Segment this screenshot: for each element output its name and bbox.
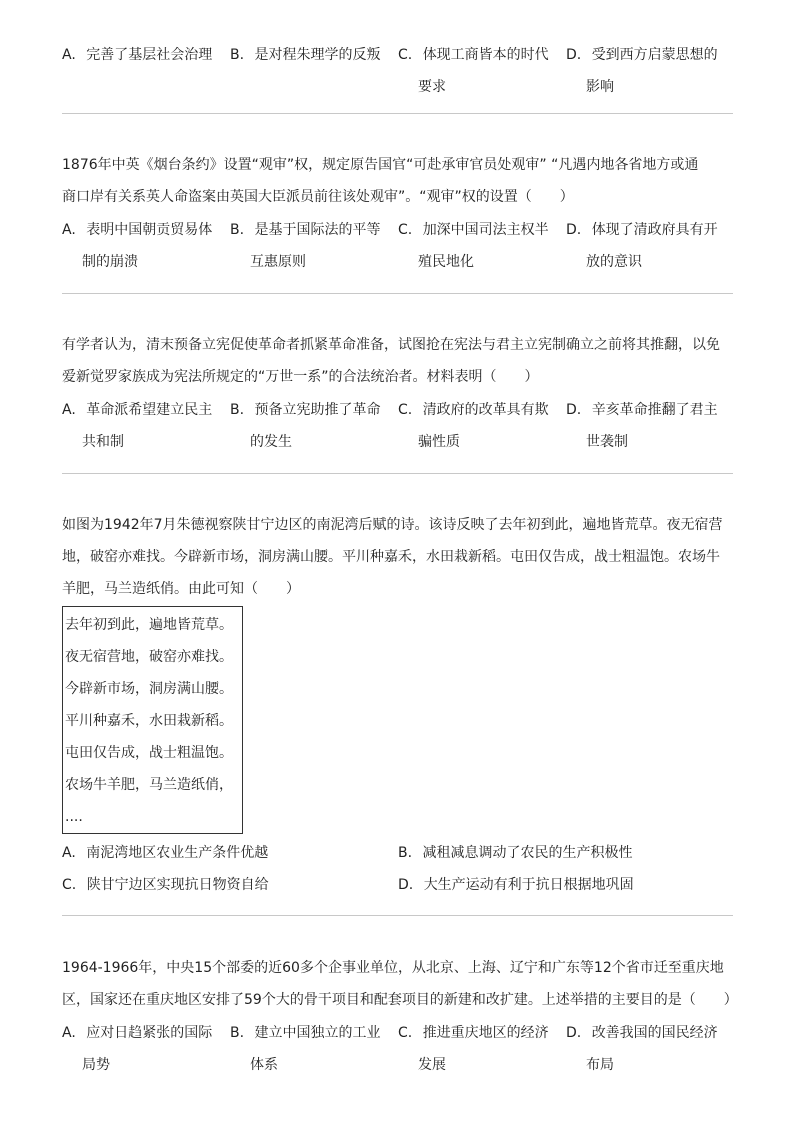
question-divider: [62, 473, 733, 474]
option-letter: D.: [566, 1025, 582, 1041]
option-letter: C.: [62, 877, 77, 893]
option-d[interactable]: [566, 1023, 718, 1043]
option-c-continued: 要求: [418, 79, 446, 95]
question-divider: [62, 915, 733, 916]
option-letter: B.: [398, 845, 413, 861]
question-divider: [62, 293, 733, 294]
option-text: 受到西方启蒙思想的: [591, 47, 718, 63]
question-stem-line: 商口岸有关系英人命盗案由英国大臣派员前往该处观审”。“观审”权的设置（ ）: [62, 189, 574, 205]
option-text: 南泥湾地区农业生产条件优越: [86, 845, 269, 861]
option-letter: D.: [566, 47, 582, 63]
option-letter: C.: [398, 47, 413, 63]
option-a-continued: 局势: [82, 1057, 110, 1073]
option-a[interactable]: [62, 220, 212, 240]
option-a-continued: 共和制: [82, 434, 124, 450]
poem-line: 今辟新市场，洞房满山腰。: [65, 681, 233, 697]
option-b[interactable]: [230, 1023, 381, 1043]
option-b[interactable]: [230, 45, 381, 65]
option-letter: A.: [62, 47, 76, 63]
question-stem-line: 有学者认为，清末预备立宪促使革命者抓紧革命准备，试图抢在宪法与君主立宪制确立之前将其推翻，以免: [62, 337, 720, 353]
option-letter: D.: [398, 877, 414, 893]
option-text: 体现了清政府具有开: [591, 222, 718, 238]
option-b[interactable]: [398, 843, 633, 863]
option-letter: C.: [398, 1025, 413, 1041]
option-letter: A.: [62, 845, 76, 861]
option-c[interactable]: [398, 400, 549, 420]
option-b[interactable]: [230, 400, 381, 420]
question-stem-line: 羊肥，马兰造纸俏。由此可知（ ）: [62, 581, 300, 597]
poem-ellipsis: ....: [65, 809, 83, 825]
option-b-continued: 的发生: [250, 434, 292, 450]
option-letter: D.: [566, 402, 582, 418]
option-c[interactable]: [398, 45, 549, 65]
option-a[interactable]: [62, 45, 212, 65]
question-stem-line: 区，国家还在重庆地区安排了59个大的骨干项目和配套项目的新建和改扩建。上述举措的主要目的是（ ）: [62, 992, 738, 1008]
option-letter: A.: [62, 222, 76, 238]
poem-line: 夜无宿营地，破窑亦难找。: [65, 649, 233, 665]
option-a-continued: 制的崩溃: [82, 254, 138, 270]
option-letter: B.: [230, 47, 245, 63]
option-letter: A.: [62, 1025, 76, 1041]
option-d[interactable]: [566, 220, 718, 240]
option-text: 预备立宪助推了革命: [254, 402, 381, 418]
poem-line: 去年初到此，遍地皆荒草。: [65, 617, 233, 633]
option-d[interactable]: [566, 400, 718, 420]
option-d-continued: 放的意识: [586, 254, 642, 270]
option-letter: B.: [230, 222, 245, 238]
question-stem-line: 1876年中英《烟台条约》设置“观审”权，规定原告国官“可赴承审官员处观审” “凡遇内地各省地方或通: [62, 157, 699, 173]
option-text: 是基于国际法的平等: [254, 222, 381, 238]
option-letter: C.: [398, 402, 413, 418]
option-text: 是对程朱理学的反叛: [254, 47, 381, 63]
option-text: 推进重庆地区的经济: [422, 1025, 549, 1041]
option-b-continued: 互惠原则: [250, 254, 306, 270]
option-d-continued: 影响: [586, 79, 614, 95]
question-stem-line: 如图为1942年7月朱德视察陕甘宁边区的南泥湾后赋的诗。该诗反映了去年初到此，遍地皆荒草。夜无宿营: [62, 517, 723, 533]
option-letter: D.: [566, 222, 582, 238]
option-text: 完善了基层社会治理: [86, 47, 213, 63]
option-letter: B.: [230, 1025, 245, 1041]
poem-line: 屯田仅告成，战士粗温饱。: [65, 745, 233, 761]
option-c[interactable]: [62, 875, 269, 895]
option-text: 陕甘宁边区实现抗日物资自给: [86, 877, 269, 893]
question-stem-line: 爱新觉罗家族成为宪法所规定的“万世一系”的合法统治者。材料表明（ ）: [62, 369, 539, 385]
option-c-continued: 殖民地化: [418, 254, 474, 270]
option-letter: B.: [230, 402, 245, 418]
option-text: 辛亥革命推翻了君主: [591, 402, 718, 418]
option-c-continued: 骗性质: [418, 434, 460, 450]
question-stem-line: 1964-1966年，中央15个部委的近60多个企事业单位，从北京、上海、辽宁和广东等12个省市迁至重庆地: [62, 960, 724, 976]
option-c[interactable]: [398, 1023, 549, 1043]
option-text: 改善我国的国民经济: [591, 1025, 718, 1041]
option-a[interactable]: [62, 400, 212, 420]
question-stem-line: 地，破窑亦难找。今辟新市场，洞房满山腰。平川种嘉禾，水田栽新稻。屯田仅告成，战士粗温饱。农场牛: [62, 549, 720, 565]
option-a[interactable]: [62, 843, 268, 863]
poem-line: 农场牛羊肥，马兰造纸俏，: [65, 777, 233, 793]
option-b[interactable]: [230, 220, 381, 240]
option-letter: C.: [398, 222, 413, 238]
option-c-continued: 发展: [418, 1057, 446, 1073]
option-text: 表明中国朝贡贸易体: [86, 222, 213, 238]
option-b-continued: 体系: [250, 1057, 278, 1073]
option-text: 减租减息调动了农民的生产积极性: [422, 845, 633, 861]
option-d-continued: 布局: [586, 1057, 614, 1073]
poem-line: 平川种嘉禾，水田栽新稻。: [65, 713, 233, 729]
option-d[interactable]: [398, 875, 634, 895]
option-text: 应对日趋紧张的国际: [86, 1025, 213, 1041]
question-divider: [62, 113, 733, 114]
option-a[interactable]: [62, 1023, 212, 1043]
option-text: 革命派希望建立民主: [86, 402, 213, 418]
option-text: 清政府的改革具有欺: [422, 402, 549, 418]
option-text: 大生产运动有利于抗日根据地巩固: [423, 877, 634, 893]
option-d-continued: 世袭制: [586, 434, 628, 450]
option-letter: A.: [62, 402, 76, 418]
option-c[interactable]: [398, 220, 549, 240]
option-text: 加深中国司法主权半: [422, 222, 549, 238]
option-d[interactable]: [566, 45, 718, 65]
option-text: 建立中国独立的工业: [254, 1025, 381, 1041]
option-text: 体现工商皆本的时代: [422, 47, 549, 63]
